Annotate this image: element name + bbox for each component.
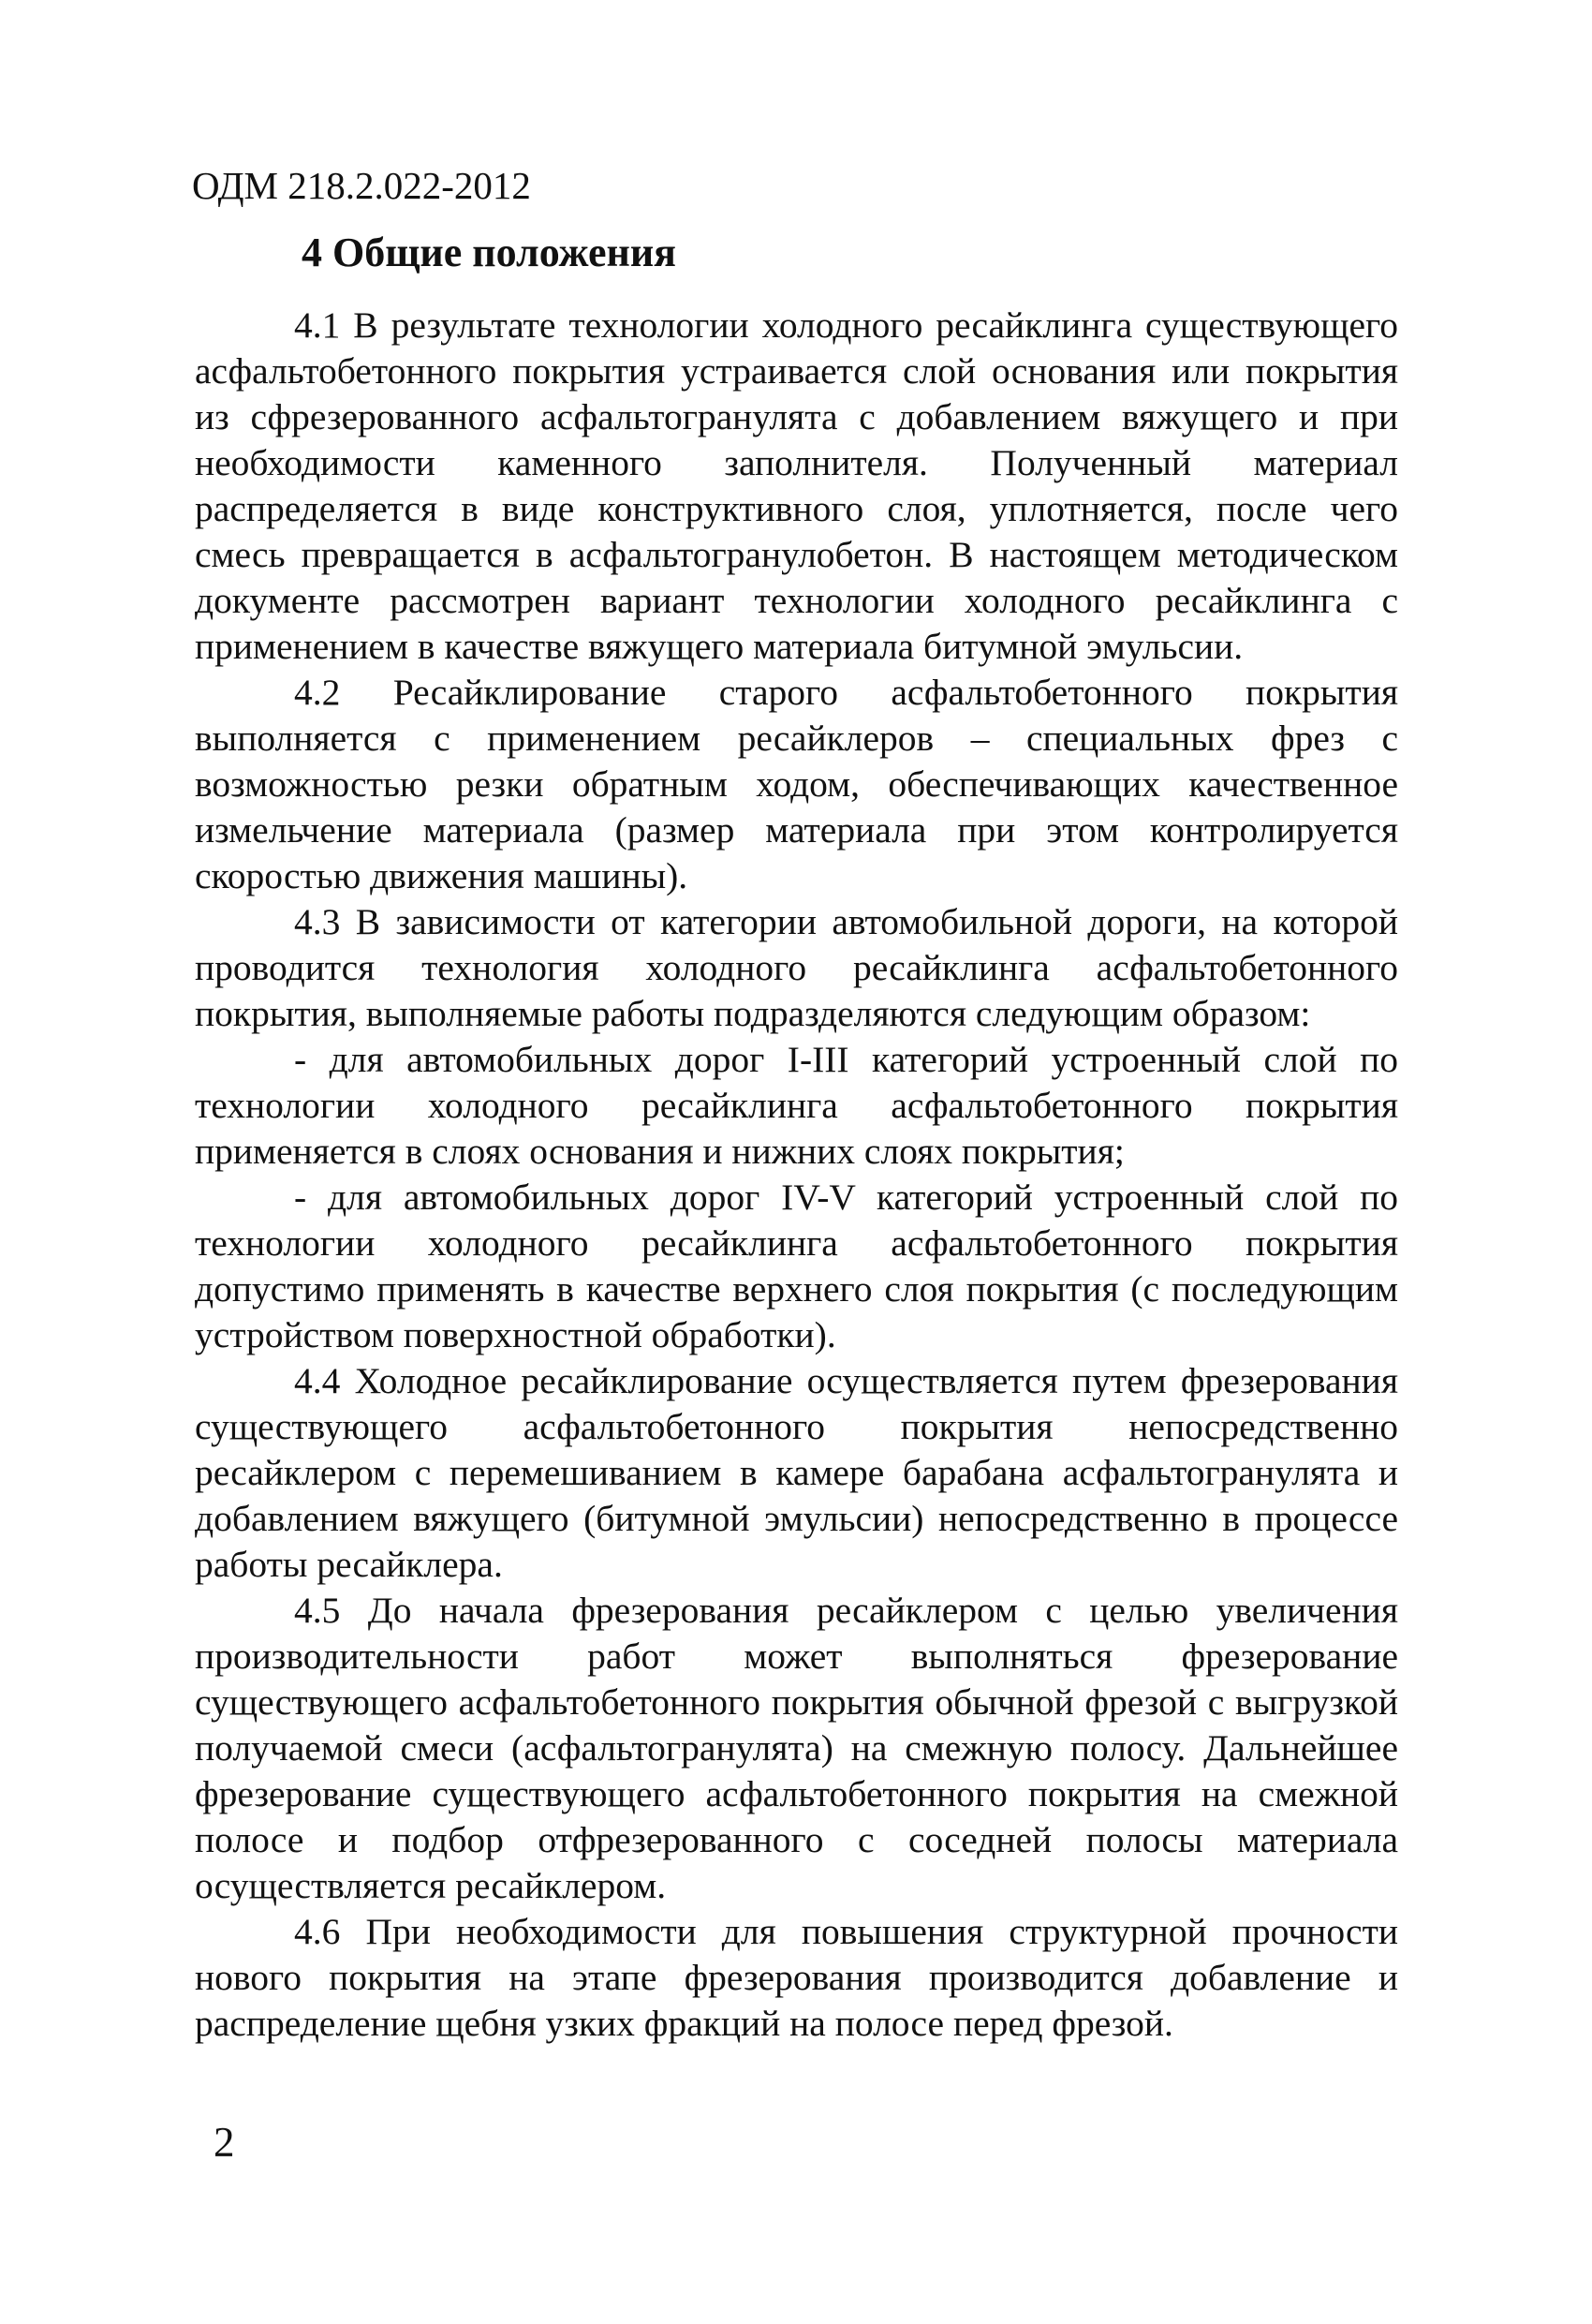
paragraph-4-3: 4.3 В зависимости от категории автомобильной дороги, на которой проводится технология холодного ресайклинга асфальтобетонного покрытия, выполняемые работы подразделяются следующим образом:	[195, 901, 1398, 1034]
page-number: 2	[214, 2119, 235, 2166]
paragraph-4-6: 4.6 При необходимости для повышения структурной прочности нового покрытия на этапе фрезерования производится добавление и распределение щебня узких фракций на полосе перед фрезой.	[195, 1911, 1398, 2044]
document-code: ОДМ 218.2.022-2012	[192, 164, 531, 207]
list-item-categories-4-5: - для автомобильных дорог IV-V категорий устроенный слой по технологии холодного ресайклинга асфальтобетонного покрытия допустимо применять в качестве верхнего слоя покрытия (с последующим устройством поверхностной обработки).	[195, 1177, 1398, 1355]
body-text	[195, 303, 1398, 2047]
paragraph-4-4: 4.4 Холодное ресайклирование осуществляется путем фрезерования существующего асфальтобетонного покрытия непосредственно ресайклером с перемешиванием в камере барабана асфальтогранулята и добавлением вяжущего (битумной эмульсии) непосредственно в процессе работы ресайклера.	[195, 1360, 1398, 1585]
paragraph-4-5: 4.5 До начала фрезерования ресайклером с целью увеличения производительности работ может выполняться фрезерование существующего асфальтобетонного покрытия обычной фрезой с выгрузкой получаемой смеси (асфальтогранулята) на смежную полосу. Дальнейшее фрезерование существующего асфальтобетонного покрытия на смежной полосе и подбор отфрезерованного с соседней полосы материала осуществляется ресайклером.	[195, 1590, 1398, 1906]
paragraph-4-1: 4.1 В результате технологии холодного ресайклинга существующего асфальтобетонного покрытия устраивается слой основания или покрытия из сфрезерованного асфальтогранулята с добавлением вяжущего и при необходимости каменного заполнителя. Полученный материал распределяется в виде конструктивного слоя, уплотняется, после чего смесь превращается в асфальтогранулобетон. В настоящем методическом документе рассмотрен вариант технологии холодного ресайклинга с применением в качестве вяжущего материала битумной эмульсии.	[195, 304, 1398, 667]
list-item-categories-1-3: - для автомобильных дорог I-III категорий устроенный слой по технологии холодного ресайклинга асфальтобетонного покрытия применяется в слоях основания и нижних слоях покрытия;	[195, 1039, 1398, 1172]
section-title: 4 Общие положения	[302, 229, 676, 275]
paragraph-4-2: 4.2 Ресайклирование старого асфальтобетонного покрытия выполняется с применением ресайклеров – специальных фрез с возможностью резки обратным ходом, обеспечивающих качественное измельчение материала (размер материала при этом контролируется скоростью движения машины).	[195, 672, 1398, 896]
